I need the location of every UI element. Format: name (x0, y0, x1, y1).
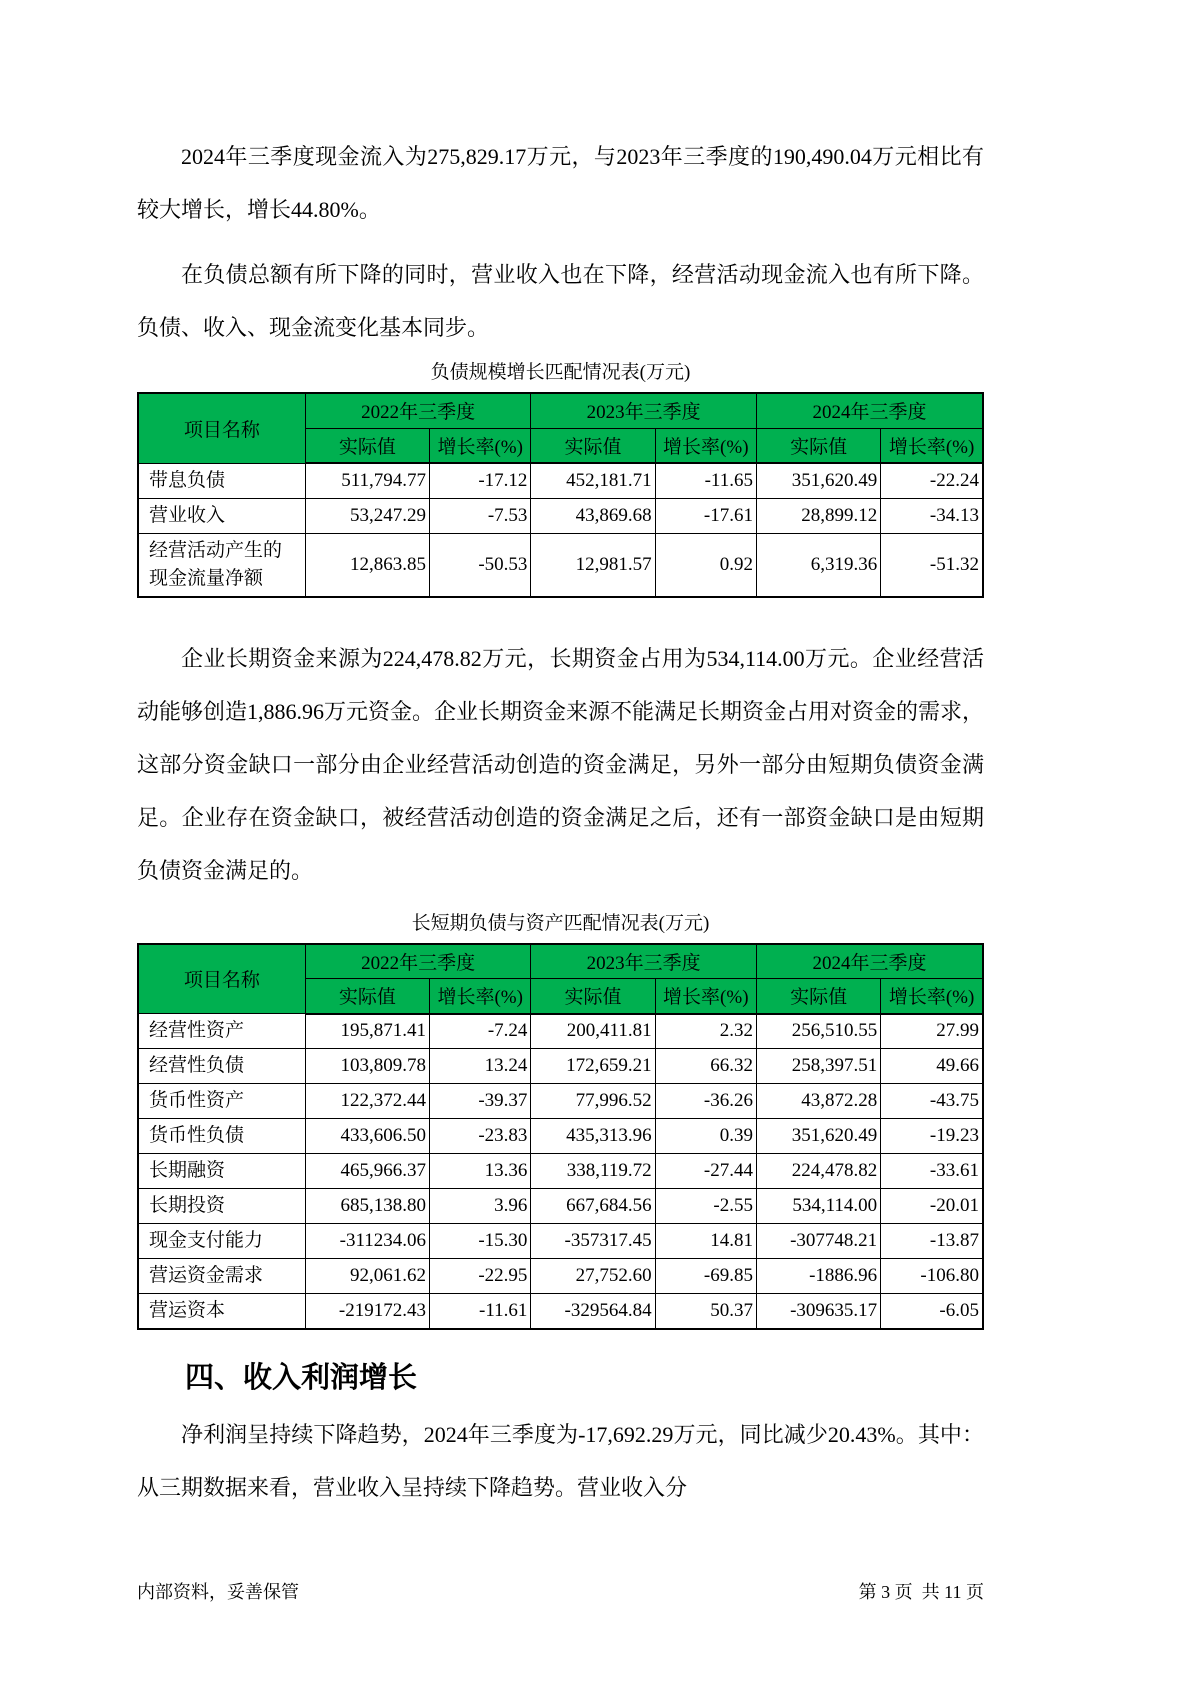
table-row (138, 1259, 983, 1294)
actual-value-cell: 351,620.49 (756, 1119, 880, 1154)
actual-value-cell: 53,247.29 (305, 498, 429, 533)
growth-rate-cell: -27.44 (655, 1154, 756, 1189)
actual-value-cell: 465,966.37 (305, 1154, 429, 1189)
table-header (138, 393, 983, 463)
row-label-cell: 长期投资 (138, 1189, 305, 1224)
year-header-2023: 2023年三季度 (531, 944, 757, 979)
growth-rate-cell: -36.26 (655, 1084, 756, 1119)
actual-value-cell: 667,684.56 (531, 1189, 655, 1224)
sub-header-growth-rate: 增长率(%) (430, 428, 531, 463)
actual-value-cell: 433,606.50 (305, 1119, 429, 1154)
growth-rate-cell: -34.13 (881, 498, 983, 533)
table-row (138, 463, 983, 498)
row-label-cell: 经营活动产生的现金流量净额 (138, 533, 305, 597)
paragraph-longterm-funding: 企业长期资金来源为224,478.82万元，长期资金占用为534,114.00万元。企业经营活动能够创造1,886.96万元资金。企业长期资金来源不能满足长期资金占用对资金的需求，这部分资金缺口一部分由企业经营活动创造的资金满足，另外一部分由短期负债资金满足。企业存在资金缺口，被经营活动创造的资金满足之后，还有一部资金缺口是由短期负债资金满足的。 (137, 645, 985, 883)
actual-value-cell: 6,319.36 (756, 533, 880, 597)
sub-header-actual-value: 实际值 (305, 979, 429, 1014)
growth-rate-cell: -50.53 (430, 533, 531, 597)
growth-rate-cell: 0.39 (655, 1119, 756, 1154)
actual-value-cell: 28,899.12 (756, 498, 880, 533)
actual-value-cell: 12,981.57 (531, 533, 655, 597)
table-header (138, 944, 983, 1014)
growth-rate-cell: -15.30 (430, 1224, 531, 1259)
actual-value-cell: -307748.21 (756, 1224, 880, 1259)
actual-value-cell: 92,061.62 (305, 1259, 429, 1294)
row-label-cell: 货币性负债 (138, 1119, 305, 1154)
actual-value-cell: 77,996.52 (531, 1084, 655, 1119)
growth-rate-cell: -2.55 (655, 1189, 756, 1224)
actual-value-cell: 435,313.96 (531, 1119, 655, 1154)
row-label-cell: 经营性负债 (138, 1049, 305, 1084)
growth-rate-cell: -7.24 (430, 1014, 531, 1049)
paragraph-cash-inflow: 2024年三季度现金流入为275,829.17万元，与2023年三季度的190,490.04万元相比有较大增长，增长44.80%。 (137, 144, 984, 222)
actual-value-cell: 43,869.68 (531, 498, 655, 533)
table-row (138, 1119, 983, 1154)
actual-value-cell: -311234.06 (305, 1224, 429, 1259)
year-header-2023: 2023年三季度 (531, 393, 757, 428)
growth-rate-cell: 66.32 (655, 1049, 756, 1084)
growth-rate-cell: 3.96 (430, 1189, 531, 1224)
row-label-cell: 带息负债 (138, 463, 305, 498)
growth-rate-cell: -20.01 (881, 1189, 983, 1224)
table-row (138, 1084, 983, 1119)
actual-value-cell: 351,620.49 (756, 463, 880, 498)
actual-value-cell: -1886.96 (756, 1259, 880, 1294)
actual-value-cell: 685,138.80 (305, 1189, 429, 1224)
actual-value-cell: 122,372.44 (305, 1084, 429, 1119)
sub-header-actual-value: 实际值 (531, 979, 655, 1014)
growth-rate-cell: -22.24 (881, 463, 983, 498)
actual-value-cell: 224,478.82 (756, 1154, 880, 1189)
item-name-header: 项目名称 (138, 393, 305, 463)
growth-rate-cell: -43.75 (881, 1084, 983, 1119)
growth-rate-cell: -69.85 (655, 1259, 756, 1294)
asset-matching-table (137, 943, 984, 1331)
sub-header-growth-rate: 增长率(%) (655, 428, 756, 463)
growth-rate-cell: 27.99 (881, 1014, 983, 1049)
asset-matching-table-title: 长短期负债与资产匹配情况表(万元) (411, 912, 710, 934)
sub-header-actual-value: 实际值 (531, 428, 655, 463)
sub-header-growth-rate: 增长率(%) (881, 979, 983, 1014)
growth-rate-cell: 2.32 (655, 1014, 756, 1049)
growth-rate-cell: -51.32 (881, 533, 983, 597)
growth-rate-cell: 14.81 (655, 1224, 756, 1259)
footer-confidential-note: 内部资料，妥善保管 (137, 1582, 299, 1602)
table-row (138, 533, 983, 597)
actual-value-cell: 258,397.51 (756, 1049, 880, 1084)
row-label-cell: 营运资本 (138, 1294, 305, 1330)
actual-value-cell: 195,871.41 (305, 1014, 429, 1049)
row-label-cell: 货币性资产 (138, 1084, 305, 1119)
sub-header-growth-rate: 增长率(%) (881, 428, 983, 463)
growth-rate-cell: -7.53 (430, 498, 531, 533)
year-header-2022: 2022年三季度 (305, 393, 531, 428)
row-label-cell: 长期融资 (138, 1154, 305, 1189)
growth-rate-cell: -106.80 (881, 1259, 983, 1294)
growth-rate-cell: -22.95 (430, 1259, 531, 1294)
actual-value-cell: 12,863.85 (305, 533, 429, 597)
table-row (138, 1189, 983, 1224)
table-row (138, 1049, 983, 1084)
item-name-header: 项目名称 (138, 944, 305, 1014)
year-header-2024: 2024年三季度 (756, 944, 983, 979)
row-label-cell: 营运资金需求 (138, 1259, 305, 1294)
paragraph-net-profit-trend: 净利润呈持续下降趋势，2024年三季度为-17,692.29万元，同比减少20.43%。其中：从三期数据来看，营业收入呈持续下降趋势。营业收入分 (137, 1422, 984, 1500)
growth-rate-cell: -13.87 (881, 1224, 983, 1259)
year-header-2024: 2024年三季度 (756, 393, 983, 428)
growth-rate-cell: 49.66 (881, 1049, 983, 1084)
table-row (138, 1294, 983, 1330)
actual-value-cell: 172,659.21 (531, 1049, 655, 1084)
table-row (138, 498, 983, 533)
growth-rate-cell: -6.05 (881, 1294, 983, 1330)
page-footer (137, 1578, 984, 1604)
sub-header-growth-rate: 增长率(%) (430, 979, 531, 1014)
growth-rate-cell: -17.12 (430, 463, 531, 498)
sub-header-actual-value: 实际值 (756, 979, 880, 1014)
actual-value-cell: 452,181.71 (531, 463, 655, 498)
growth-rate-cell: 13.36 (430, 1154, 531, 1189)
growth-rate-cell: -33.61 (881, 1154, 983, 1189)
actual-value-cell: 256,510.55 (756, 1014, 880, 1049)
growth-rate-cell: -19.23 (881, 1119, 983, 1154)
growth-rate-cell: -39.37 (430, 1084, 531, 1119)
debt-scale-table (137, 392, 984, 598)
growth-rate-cell: 50.37 (655, 1294, 756, 1330)
actual-value-cell: 103,809.78 (305, 1049, 429, 1084)
row-label-cell: 现金支付能力 (138, 1224, 305, 1259)
table-body (138, 463, 983, 597)
paragraph-debt-income-sync: 在负债总额有所下降的同时，营业收入也在下降，经营活动现金流入也有所下降。负债、收入、现金流变化基本同步。 (137, 262, 984, 340)
actual-value-cell: 27,752.60 (531, 1259, 655, 1294)
report-page (137, 0, 984, 1514)
growth-rate-cell: 13.24 (430, 1049, 531, 1084)
row-label-cell: 经营性资产 (138, 1014, 305, 1049)
debt-scale-table-title: 负债规模增长匹配情况表(万元) (430, 362, 691, 383)
actual-value-cell: 43,872.28 (756, 1084, 880, 1119)
growth-rate-cell: -23.83 (430, 1119, 531, 1154)
sub-header-growth-rate: 增长率(%) (655, 979, 756, 1014)
table-row (138, 1224, 983, 1259)
table-row (138, 1154, 983, 1189)
actual-value-cell: 338,119.72 (531, 1154, 655, 1189)
actual-value-cell: -309635.17 (756, 1294, 880, 1330)
growth-rate-cell: -17.61 (655, 498, 756, 533)
growth-rate-cell: -11.61 (430, 1294, 531, 1330)
growth-rate-cell: 0.92 (655, 533, 756, 597)
sub-header-actual-value: 实际值 (305, 428, 429, 463)
actual-value-cell: -357317.45 (531, 1224, 655, 1259)
row-label-cell: 营业收入 (138, 498, 305, 533)
actual-value-cell: 200,411.81 (531, 1014, 655, 1049)
table-body (138, 1014, 983, 1330)
growth-rate-cell: -11.65 (655, 463, 756, 498)
section-heading-income-profit-growth: 四、收入利润增长 (185, 1362, 418, 1394)
sub-header-actual-value: 实际值 (756, 428, 880, 463)
actual-value-cell: -219172.43 (305, 1294, 429, 1330)
table-row (138, 1014, 983, 1049)
actual-value-cell: 511,794.77 (305, 463, 429, 498)
footer-page-number: 第 3 页 共 11 页 (858, 1582, 984, 1602)
actual-value-cell: -329564.84 (531, 1294, 655, 1330)
actual-value-cell: 534,114.00 (756, 1189, 880, 1224)
year-header-2022: 2022年三季度 (305, 944, 531, 979)
